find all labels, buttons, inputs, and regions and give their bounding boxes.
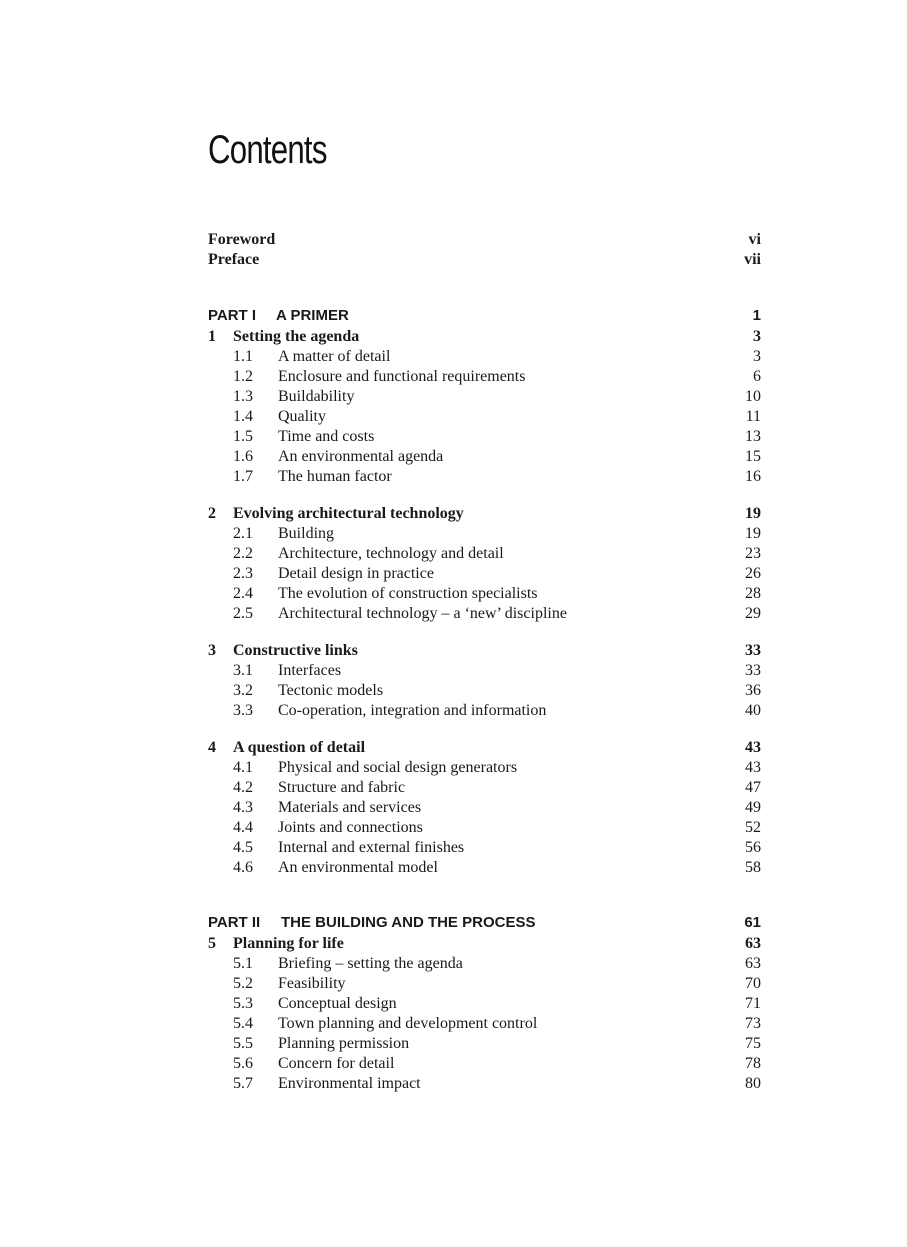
section-number: 4.2 [233, 779, 253, 796]
toc-front-matter-entry[interactable] [208, 250, 761, 270]
chapter-title: Evolving architectural technology [233, 505, 464, 522]
section-page-number: 36 [745, 682, 761, 699]
section-number: 5.3 [233, 995, 253, 1012]
chapter-number: 4 [208, 739, 216, 756]
toc-section-entry[interactable] [208, 858, 761, 878]
section-page-number: 15 [745, 448, 761, 465]
section-title: Joints and connections [278, 819, 423, 836]
section-page-number: 70 [745, 975, 761, 992]
section-title: Concern for detail [278, 1055, 395, 1072]
section-page-number: 43 [745, 759, 761, 776]
section-page-number: 13 [745, 428, 761, 445]
section-title: Conceptual design [278, 995, 397, 1012]
section-title: Physical and social design generators [278, 759, 518, 776]
toc-section-entry[interactable] [208, 1054, 761, 1074]
toc-chapter-entry[interactable] [208, 641, 761, 661]
toc-section-entry[interactable] [208, 818, 761, 838]
section-title: A matter of detail [278, 348, 391, 365]
chapter-number: 3 [208, 642, 216, 659]
toc-section-entry[interactable] [208, 701, 761, 721]
section-page-number: 29 [745, 605, 761, 622]
section-number: 2.1 [233, 525, 253, 542]
chapter-title: Planning for life [233, 935, 344, 952]
entry-page-number: vii [744, 251, 761, 268]
section-page-number: 11 [745, 408, 761, 425]
chapter-title: Constructive links [233, 642, 358, 659]
section-number: 1.1 [233, 348, 253, 365]
toc-part-heading[interactable] [208, 306, 761, 326]
toc-section-entry[interactable] [208, 544, 761, 564]
chapter-title: Setting the agenda [233, 328, 360, 345]
section-page-number: 56 [745, 839, 761, 856]
toc-section-entry[interactable] [208, 661, 761, 681]
section-page-number: 28 [745, 585, 761, 602]
section-title: An environmental model [278, 859, 438, 876]
section-title: Briefing – setting the agenda [278, 955, 463, 972]
section-number: 2.4 [233, 585, 253, 602]
section-number: 4.6 [233, 859, 253, 876]
section-number: 4.3 [233, 799, 253, 816]
section-title: Building [278, 525, 335, 542]
section-number: 3.3 [233, 702, 253, 719]
section-title: Enclosure and functional requirements [278, 368, 526, 385]
section-number: 1.3 [233, 388, 253, 405]
section-page-number: 23 [745, 545, 761, 562]
chapter-page-number: 19 [745, 505, 761, 522]
part-title: A PRIMER [276, 307, 349, 324]
toc-section-entry[interactable] [208, 604, 761, 624]
section-title: Feasibility [278, 975, 346, 992]
chapter-page-number: 3 [753, 328, 761, 345]
section-page-number: 16 [745, 468, 761, 485]
toc-section-entry[interactable] [208, 584, 761, 604]
toc-chapter-entry[interactable] [208, 738, 761, 758]
section-title: Detail design in practice [278, 565, 434, 582]
chapter-number: 5 [208, 935, 216, 952]
toc-section-entry[interactable] [208, 564, 761, 584]
toc-section-entry[interactable] [208, 427, 761, 447]
section-number: 3.1 [233, 662, 253, 679]
section-title: Materials and services [278, 799, 422, 816]
section-number: 1.5 [233, 428, 253, 445]
section-page-number: 47 [745, 779, 761, 796]
section-page-number: 26 [745, 565, 761, 582]
part-page-number: 61 [744, 914, 761, 931]
section-page-number: 40 [745, 702, 761, 719]
section-title: The evolution of construction specialists [278, 585, 538, 602]
section-page-number: 10 [745, 388, 761, 405]
toc-section-entry[interactable] [208, 387, 761, 407]
toc-section-entry[interactable] [208, 681, 761, 701]
toc-section-entry[interactable] [208, 524, 761, 544]
section-page-number: 49 [745, 799, 761, 816]
section-title: Architectural technology – a ‘new’ discipline [278, 605, 567, 622]
entry-title: Preface [208, 251, 260, 268]
section-title: Structure and fabric [278, 779, 406, 796]
part-label: PART I [208, 307, 257, 324]
toc-section-entry[interactable] [208, 974, 761, 994]
toc-section-entry[interactable] [208, 798, 761, 818]
part-label: PART II [208, 914, 261, 931]
toc-chapter-entry[interactable] [208, 327, 761, 347]
section-title: Tectonic models [278, 682, 384, 699]
part-page-number: 1 [752, 307, 761, 324]
section-number: 5.4 [233, 1015, 253, 1032]
section-page-number: 75 [745, 1035, 761, 1052]
section-number: 5.1 [233, 955, 253, 972]
section-number: 5.7 [233, 1075, 253, 1092]
section-title: Architecture, technology and detail [278, 545, 504, 562]
section-number: 4.1 [233, 759, 253, 776]
chapter-page-number: 43 [745, 739, 761, 756]
toc-section-entry[interactable] [208, 1034, 761, 1054]
toc-section-entry[interactable] [208, 838, 761, 858]
section-title: Environmental impact [278, 1075, 421, 1092]
toc-part-heading[interactable] [208, 913, 761, 933]
toc-section-entry[interactable] [208, 367, 761, 387]
section-page-number: 78 [745, 1055, 761, 1072]
chapter-number: 1 [208, 328, 216, 345]
section-page-number: 63 [745, 955, 761, 972]
toc-section-entry[interactable] [208, 407, 761, 427]
section-page-number: 33 [745, 662, 761, 679]
section-number: 3.2 [233, 682, 253, 699]
section-page-number: 71 [745, 995, 761, 1012]
section-title: Planning permission [278, 1035, 410, 1052]
chapter-page-number: 33 [745, 642, 761, 659]
section-page-number: 19 [745, 525, 761, 542]
section-title: An environmental agenda [278, 448, 444, 465]
toc-section-entry[interactable] [208, 447, 761, 467]
section-number: 2.5 [233, 605, 253, 622]
section-number: 4.5 [233, 839, 253, 856]
section-title: Interfaces [278, 662, 342, 679]
page-title: Contents [208, 128, 327, 172]
toc-section-entry[interactable] [208, 758, 761, 778]
toc-chapter-entry[interactable] [208, 934, 761, 954]
section-page-number: 3 [753, 348, 761, 365]
section-number: 1.6 [233, 448, 253, 465]
section-page-number: 73 [745, 1015, 761, 1032]
section-number: 5.6 [233, 1055, 253, 1072]
section-number: 5.2 [233, 975, 253, 992]
section-number: 2.2 [233, 545, 253, 562]
section-title: Buildability [278, 388, 355, 405]
section-page-number: 58 [745, 859, 761, 876]
chapter-page-number: 63 [745, 935, 761, 952]
chapter-title: A question of detail [233, 739, 366, 756]
toc-section-entry[interactable] [208, 778, 761, 798]
section-title: Town planning and development control [278, 1015, 538, 1032]
toc-section-entry[interactable] [208, 1074, 761, 1094]
toc-front-matter-entry[interactable] [208, 230, 761, 250]
toc-section-entry[interactable] [208, 994, 761, 1014]
section-number: 1.7 [233, 468, 253, 485]
chapter-number: 2 [208, 505, 216, 522]
section-title: Time and costs [278, 428, 375, 445]
section-number: 4.4 [233, 819, 253, 836]
toc-chapter-entry[interactable] [208, 504, 761, 524]
section-title: Internal and external finishes [278, 839, 465, 856]
entry-page-number: vi [748, 231, 761, 248]
toc-section-entry[interactable] [208, 1014, 761, 1034]
section-number: 1.4 [233, 408, 253, 425]
section-number: 5.5 [233, 1035, 253, 1052]
toc-section-entry[interactable] [208, 467, 761, 487]
section-page-number: 52 [745, 819, 761, 836]
entry-title: Foreword [208, 231, 276, 248]
section-number: 1.2 [233, 368, 253, 385]
section-page-number: 6 [753, 368, 761, 385]
section-number: 2.3 [233, 565, 253, 582]
toc-section-entry[interactable] [208, 347, 761, 367]
part-title: THE BUILDING AND THE PROCESS [281, 914, 536, 931]
toc-section-entry[interactable] [208, 954, 761, 974]
section-title: Co-operation, integration and information [278, 702, 547, 719]
section-page-number: 80 [745, 1075, 761, 1092]
section-title: The human factor [278, 468, 392, 485]
section-title: Quality [278, 408, 326, 425]
